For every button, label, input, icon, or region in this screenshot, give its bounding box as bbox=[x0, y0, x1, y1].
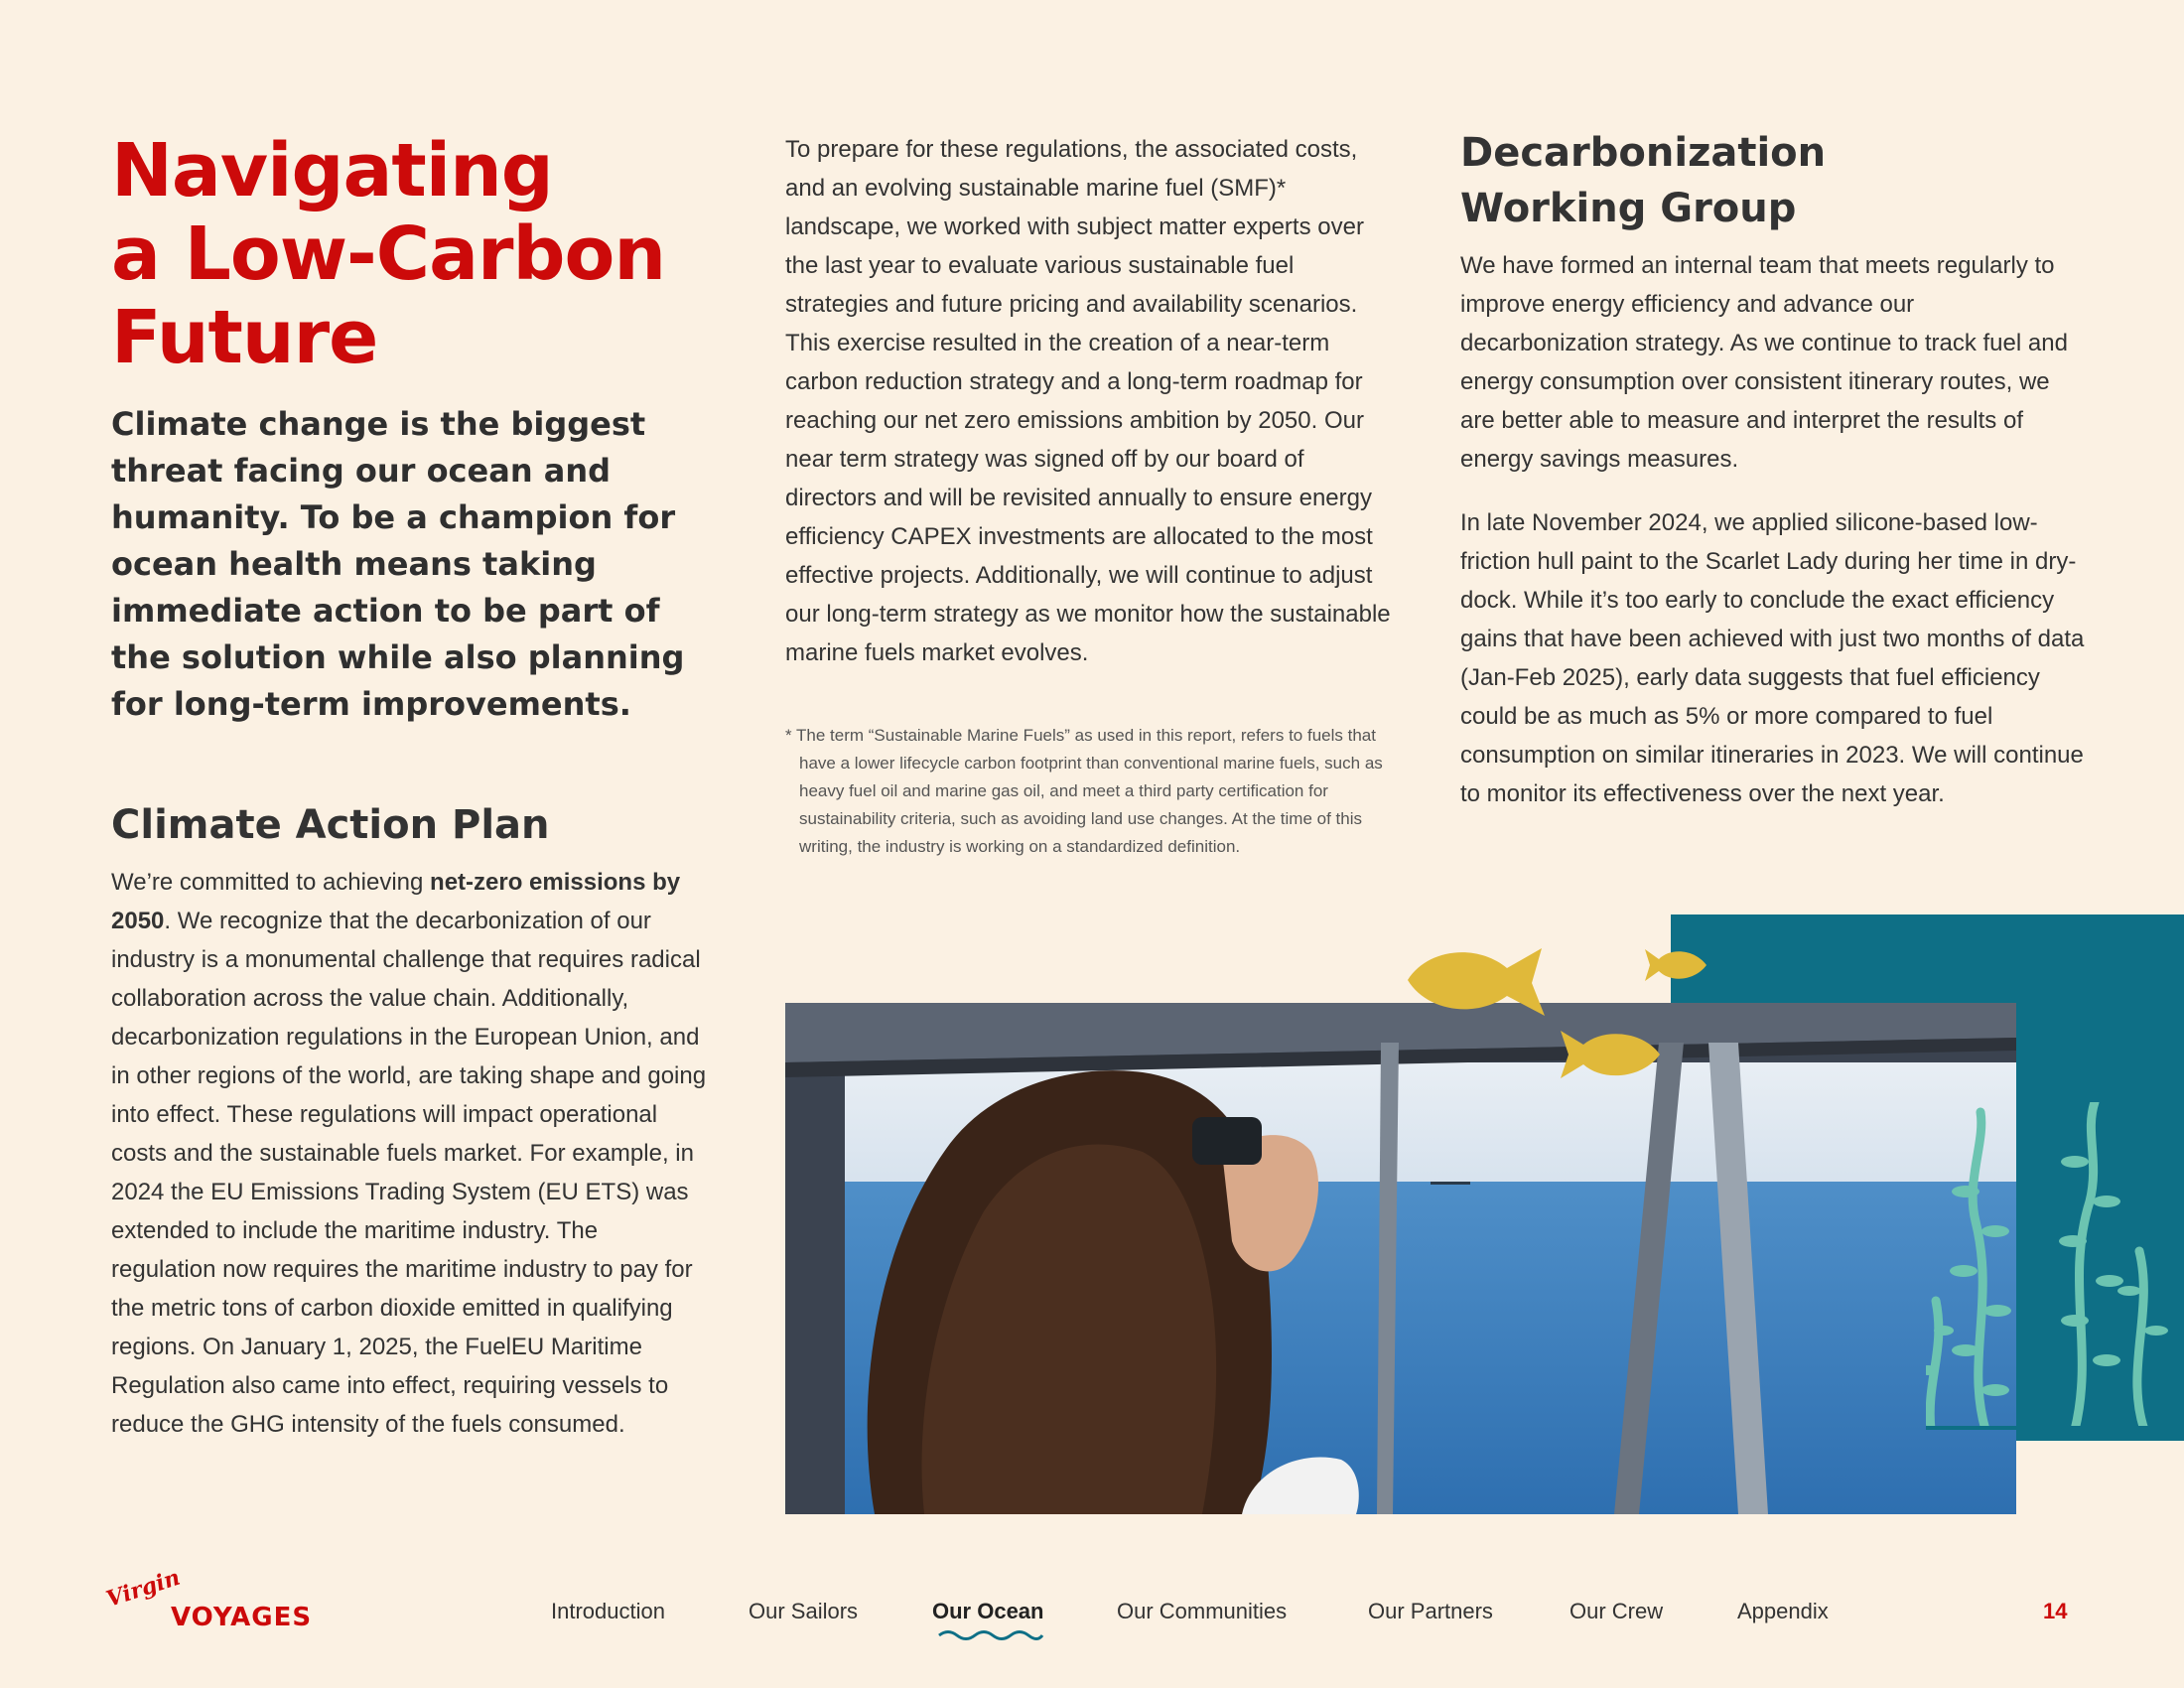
middle-column bbox=[785, 130, 1401, 861]
climate-action-plan-body bbox=[111, 863, 707, 1444]
cap-text-bold: net-zero emissions by 2050 bbox=[111, 869, 681, 934]
nav-appendix[interactable]: Appendix bbox=[1737, 1599, 1829, 1623]
nav-our-ocean[interactable]: Our Ocean bbox=[932, 1599, 1044, 1623]
footnote: * The term “Sustainable Marine Fuels” as used in this report, refers to fuels that have a lower lifecycle carbon footprint than conventional marine fuels, such as heavy fuel oil and marine gas oil, and meet a third party certification for sustainability criteria, such as avoiding land use changes. At the time of this writing, the industry is working on a standardized definition. bbox=[785, 726, 1383, 856]
title-line-3: Future bbox=[111, 295, 378, 380]
middle-body: To prepare for these regulations, the associated costs, and an evolving sustainable marine fuel (SMF)* landscape, we worked with subject matter experts over the last year to evaluate various sustainable fuel strategies and future pricing and availability scenarios. This exercise resulted in the creation of a near-term carbon reduction strategy and a long-term roadmap for reaching our net zero emissions ambition by 2050. Our near term strategy was signed off by our board of directors and will be revisited annually to ensure energy efficiency CAPEX investments are allocated to the most effective projects. Additionally, we will continue to adjust our long-term strategy as we monitor how the sustainable marine fuels market evolves. bbox=[785, 136, 1391, 666]
intro-statement: Climate change is the biggest threat facing our ocean and humanity. To be a champion for ocean health means taking immediate action to be part of the solution while also planning for long-term improvements. bbox=[111, 405, 685, 723]
nav-introduction[interactable]: Introduction bbox=[551, 1599, 665, 1623]
fish-icon bbox=[1398, 938, 1547, 1023]
page-title bbox=[111, 129, 707, 379]
small-fish-icon bbox=[1643, 943, 1710, 988]
working-group-paragraph-2: In late November 2024, we applied silicone-based low-friction hull paint to the Scarlet Lady during her time in dry-dock. While it’s too early to conclude the exact efficiency gains that have been achieved with just two months of data (Jan-Feb 2025), early data suggests that fuel efficiency could be as much as 5% or more compared to fuel consumption on similar itineraries in 2023. We will continue to monitor its effectiveness over the next year. bbox=[1460, 509, 2085, 807]
logo-script: Virgin bbox=[102, 1564, 184, 1613]
right-column bbox=[1460, 125, 2086, 813]
seaweed-decor bbox=[1926, 1102, 2184, 1430]
nav-our-crew[interactable]: Our Crew bbox=[1570, 1599, 1664, 1623]
active-wave-underline bbox=[937, 1628, 1044, 1642]
nav-our-sailors[interactable]: Our Sailors bbox=[749, 1599, 859, 1623]
logo-wordmark: VOYAGES bbox=[171, 1603, 313, 1632]
cap-text-post: . We recognize that the decarbonization of our industry is a monumental challenge that requires radical collaboration across the value chain. Additionally, decarbonization regulations in the European Union, and in other regions of the world, are taking shape and going into effect. These regulations will impact operational costs and the sustainable fuels market. For example, in 2024 the EU Emissions Trading System (EU ETS) was extended to include the maritime industry. The regulation now requires the maritime industry to pay for the metric tons of carbon dioxide emitted in qualifying regions. On January 1, 2025, the FuelEU Maritime Regulation also came into effect, requiring vessels to reduce the GHG intensity of the fuels consumed. bbox=[111, 908, 707, 1438]
decarbonization-heading-line-1: Decarbonization bbox=[1460, 130, 1827, 176]
nav-our-partners[interactable]: Our Partners bbox=[1368, 1599, 1493, 1623]
fish-icon-2 bbox=[1559, 1023, 1663, 1084]
bridge-binoculars-photo bbox=[785, 1003, 2016, 1514]
cap-text-pre: We’re committed to achieving bbox=[111, 869, 431, 896]
decarbonization-heading-line-2: Working Group bbox=[1460, 186, 1797, 231]
left-column bbox=[111, 129, 707, 1444]
title-line-2: a Low-Carbon bbox=[111, 211, 665, 297]
decarbonization-heading bbox=[1460, 125, 2086, 236]
climate-action-plan-heading: Climate Action Plan bbox=[111, 802, 550, 848]
working-group-paragraph-1: We have formed an internal team that meets regularly to improve energy efficiency and advance our decarbonization strategy. As we continue to track fuel and energy consumption over consistent itinerary routes, we are better able to measure and interpret the results of energy savings measures. bbox=[1460, 252, 2068, 473]
title-line-1: Navigating bbox=[111, 128, 553, 213]
nav-our-communities[interactable]: Our Communities bbox=[1117, 1599, 1288, 1623]
photo-illustration bbox=[785, 1003, 2016, 1514]
page-number: 14 bbox=[2043, 1599, 2068, 1623]
